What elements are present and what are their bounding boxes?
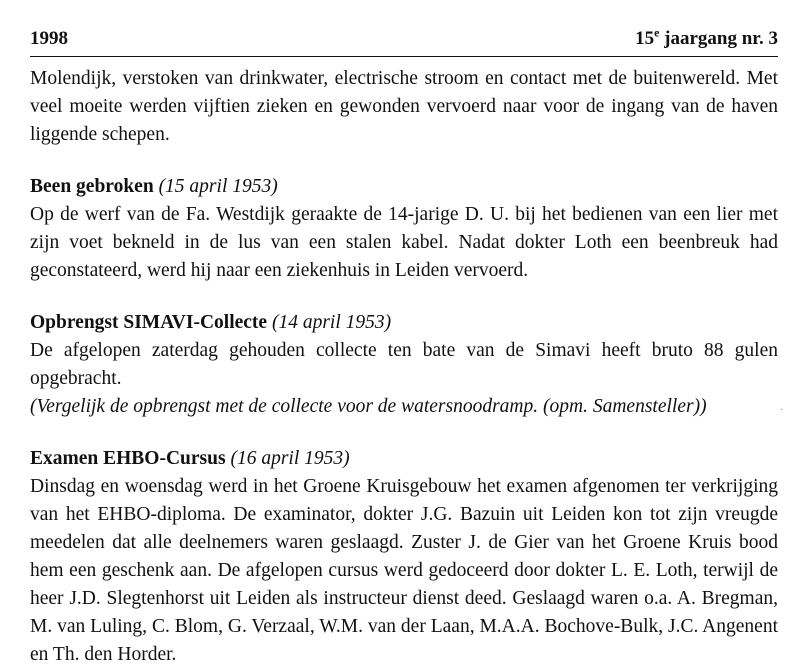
- article-body: De afgelopen zaterdag gehouden collecte ten bate van de Simavi heeft bruto 88 gulen opgebracht.: [30, 340, 778, 389]
- article-ehbo-cursus: [30, 445, 778, 669]
- page-header: [30, 25, 778, 57]
- article-heading: [30, 309, 778, 337]
- article-been-gebroken: [30, 173, 778, 285]
- volume-label: jaargang nr. 3: [659, 28, 778, 49]
- article-simavi-collecte: [30, 309, 778, 421]
- volume-number: 15: [635, 28, 655, 49]
- article-date: (14 april 1953): [271, 312, 392, 333]
- document-page: [30, 25, 778, 669]
- article-body: Op de werf van de Fa. Westdijk geraakte de 14-jarige D. U. bij het bedienen van een lier met zijn voet bekneld in de lus van een stalen kabel. Nadat dokter Loth een beenbreuk had geconstateerd, werd hij naar een ziekenhuis in Leiden vervoerd.: [30, 204, 778, 281]
- article-body: Dinsdag en woensdag werd in het Groene Kruisgebouw het examen afgenomen ter verkrijging van het EHBO-diploma. De examinator, dokter J.G. Bazuin uit Leiden kon tot zijn vreugde meedelen dat alle deelnemers waren geslaagd. Zuster J. de Gier van het Groene Kruis bood hem een geschenk aan. De afgelopen cursus werd gedoceerd door dokter L. E. Loth, terwijl de heer J.D. Slegtenhorst uit Leiden als instructeur dienst deed. Geslaagd waren o.a. A. Bregman, M. van Luling, C. Blom, G. Verzaal, W.M. van der Laan, M.A.A. Bochove-Bulk, J.C. Angenent en Th. den Horder.: [30, 476, 778, 665]
- article-title: Examen EHBO-Cursus: [30, 448, 226, 469]
- scan-speck-mark: ·: [780, 405, 784, 416]
- article-title: Opbrengst SIMAVI-Collecte: [30, 312, 268, 333]
- article-date: (16 april 1953): [230, 448, 350, 469]
- header-volume: [635, 25, 778, 50]
- article-title: Been gebroken: [30, 176, 154, 197]
- header-year: 1998: [30, 28, 68, 49]
- intro-paragraph: Molendijk, verstoken van drinkwater, electrische stroom en contact met de buitenwereld. Met veel moeite werden vijftien zieken en gewonden vervoerd naar voor de ingang van de haven liggende schepen.: [30, 68, 778, 145]
- page-content: [30, 65, 778, 669]
- volume-superscript: e: [654, 25, 660, 40]
- article-note: (Vergelijk de opbrengst met de collecte voor de watersnoodramp. (opm. Samensteller)): [30, 396, 707, 417]
- article-heading: [30, 173, 778, 201]
- article-date: (15 april 1953): [158, 176, 278, 197]
- article-heading: [30, 445, 778, 473]
